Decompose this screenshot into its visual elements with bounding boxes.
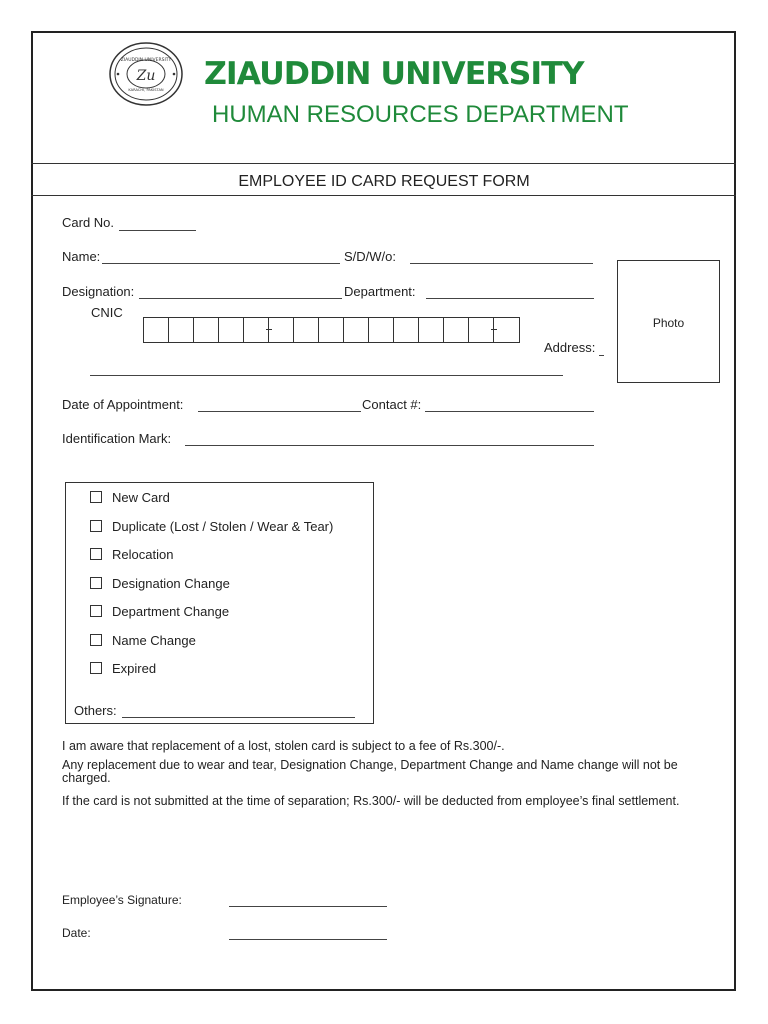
- cnic-cell[interactable]: [294, 318, 319, 342]
- checkbox-icon[interactable]: [90, 662, 102, 674]
- department-name: HUMAN RESOURCES DEPARTMENT: [212, 101, 629, 128]
- form-title: EMPLOYEE ID CARD REQUEST FORM: [238, 173, 530, 190]
- option-designation-change[interactable]: [90, 576, 230, 591]
- employee-signature-field[interactable]: [229, 906, 387, 907]
- option-label: Expired: [112, 661, 157, 676]
- card-no-field[interactable]: [119, 230, 196, 231]
- cnic-cell[interactable]: [494, 318, 519, 342]
- others-field[interactable]: [122, 717, 355, 718]
- cnic-label: CNIC: [91, 305, 123, 320]
- cnic-cell[interactable]: [219, 318, 244, 342]
- svg-text:Zu: Zu: [136, 68, 156, 84]
- cnic-cell[interactable]: [469, 318, 494, 342]
- cnic-cell[interactable]: [319, 318, 344, 342]
- date-label: Date:: [62, 926, 91, 940]
- card-no-label: Card No.: [62, 215, 115, 230]
- cnic-cell[interactable]: [394, 318, 419, 342]
- cnic-cell[interactable]: [369, 318, 394, 342]
- svg-text:KARACHI, PAKISTAN: KARACHI, PAKISTAN: [128, 88, 164, 92]
- cnic-cell[interactable]: [194, 318, 219, 342]
- checkbox-icon[interactable]: [90, 634, 102, 646]
- divider-bottom: [31, 195, 736, 196]
- sdw-label: S/D/W/o:: [344, 249, 397, 264]
- address-label: Address:: [544, 340, 596, 355]
- option-label: Name Change: [112, 633, 196, 648]
- name-label: Name:: [62, 249, 101, 264]
- name-field[interactable]: [102, 263, 340, 264]
- photo-box[interactable]: [617, 260, 720, 383]
- cnic-cell[interactable]: [419, 318, 444, 342]
- note-separation: If the card is not submitted at the time of separation; Rs.300/- will be deducted from employee’s final settlement.: [62, 794, 680, 808]
- identification-mark-label: Identification Mark:: [62, 431, 172, 446]
- cnic-cell[interactable]: [269, 318, 294, 342]
- option-label: Designation Change: [112, 576, 230, 591]
- checkbox-icon[interactable]: [90, 605, 102, 617]
- option-expired[interactable]: [90, 661, 156, 676]
- photo-label: Photo: [652, 316, 685, 330]
- note-fee: I am aware that replacement of a lost, stolen card is subject to a fee of Rs.300/-.: [62, 739, 505, 753]
- option-label: Department Change: [112, 604, 230, 619]
- address-field[interactable]: [90, 375, 563, 376]
- department-label: Department:: [344, 284, 416, 299]
- option-label: Duplicate (Lost / Stolen / Wear & Tear): [112, 519, 334, 534]
- date-field[interactable]: [229, 939, 387, 940]
- cnic-boxes[interactable]: [143, 317, 520, 343]
- identification-mark-field[interactable]: [185, 445, 594, 446]
- others-label: Others:: [74, 703, 117, 718]
- date-of-appointment-field[interactable]: [198, 411, 361, 412]
- note-replacement: Any replacement due to wear and tear, Designation Change, Department Change and Name change will not be charged.: [62, 758, 678, 785]
- option-new-card[interactable]: [90, 490, 170, 505]
- option-label: Relocation: [112, 547, 174, 562]
- contact-field[interactable]: [425, 411, 594, 412]
- department-field[interactable]: [426, 298, 594, 299]
- checkbox-icon[interactable]: [90, 577, 102, 589]
- svg-text:ZIAUDDIN UNIVERSITY: ZIAUDDIN UNIVERSITY: [120, 58, 172, 63]
- cnic-cell[interactable]: [244, 318, 269, 342]
- option-department-change[interactable]: [90, 604, 229, 619]
- option-duplicate[interactable]: [90, 519, 333, 534]
- checkbox-icon[interactable]: [90, 491, 102, 503]
- cnic-cell[interactable]: [169, 318, 194, 342]
- university-logo: [108, 41, 184, 107]
- date-of-appointment-label: Date of Appointment:: [62, 397, 184, 412]
- checkbox-icon[interactable]: [90, 520, 102, 532]
- cnic-cell[interactable]: [344, 318, 369, 342]
- option-name-change[interactable]: [90, 633, 196, 648]
- designation-field[interactable]: [139, 298, 342, 299]
- university-name: ZIAUDDIN UNIVERSITY: [204, 56, 584, 92]
- option-label: New Card: [112, 490, 170, 505]
- sdw-field[interactable]: [410, 263, 593, 264]
- designation-label: Designation:: [62, 284, 135, 299]
- contact-label: Contact #:: [362, 397, 422, 412]
- employee-signature-label: Employee’s Signature:: [62, 893, 182, 907]
- cnic-cell[interactable]: [144, 318, 169, 342]
- address-field-start[interactable]: [599, 355, 604, 356]
- divider-top: [31, 163, 736, 164]
- cnic-cell[interactable]: [444, 318, 469, 342]
- option-relocation[interactable]: [90, 547, 173, 562]
- checkbox-icon[interactable]: [90, 548, 102, 560]
